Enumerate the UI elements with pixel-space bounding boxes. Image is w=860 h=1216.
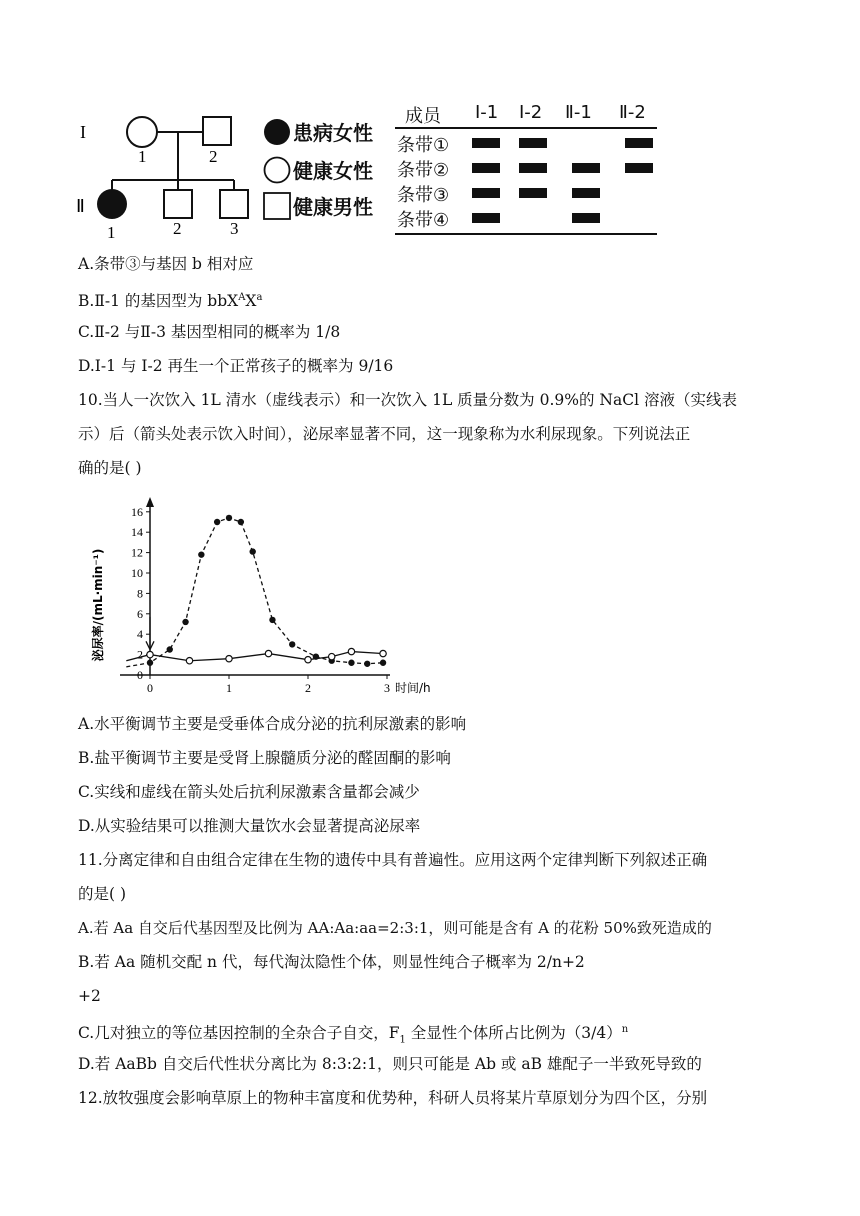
y-tick-label: 8 [137,586,143,601]
q10-stem-line-3: 确的是( ) [78,459,142,477]
legend-healthy-male-icon [262,191,292,221]
q9-option-d: D.I-1 与 I-2 再生一个正常孩子的概率为 9/16 [78,357,394,375]
q11-stem-line-1: 11.分离定律和自由组合定律在生物的遗传中具有普遍性。应用这两个定律判断下列叙述正确 [78,851,708,869]
pedigree-ii3-healthy-male [220,190,248,218]
q11-option-d: D.若 AaBb 自交后代性状分离比为 8:3:2:1，则只可能是 Ab 或 aB 雄配子一半致死导致的 [78,1055,702,1073]
saline-data-point [348,648,354,654]
q9-option-a: A.条带③与基因 b 相对应 [78,255,254,273]
y-tick-label: 6 [137,606,143,621]
saline-series-line [126,652,383,661]
band-3-i2 [519,188,547,198]
saline-data-point [329,653,335,659]
band-3-ii1 [572,188,600,198]
q9-option-c: C.Ⅱ-2 与Ⅱ-3 基因型相同的概率为 1/8 [78,323,341,341]
legend-healthy-female-label: 健康女性 [293,159,373,183]
q11-option-b: B.若 Aa 随机交配 n 代，每代淘汰隐性个体，则显性纯合子概率为 2/n+2 [78,953,585,971]
y-tick-label: 0 [137,668,143,682]
water-data-point [226,515,232,521]
y-axis-label: 泌尿率/(mL·min⁻¹) [91,548,105,662]
q12-stem-line-1: 12.放牧强度会影响草原上的物种丰富度和优势种，科研人员将某片草原划分为四个区，分别 [78,1089,708,1107]
saline-data-point [186,658,192,664]
band-row-label-2: 条带② [397,160,450,181]
saline-data-point [380,650,386,656]
generation-2-label: Ⅱ [76,196,85,216]
y-axis-arrowhead [146,497,154,507]
band-table-member-ii1: Ⅱ-1 [565,102,592,123]
q11-stem-line-2: 的是( ) [78,885,127,903]
legend-healthy-female-icon [262,155,292,185]
band-table-member-i2: Ⅰ-2 [519,102,543,123]
band-row-label-4: 条带④ [397,210,450,231]
band-1-i1 [472,138,500,148]
water-series-line [126,518,383,667]
band-2-i1 [472,163,500,173]
q10-option-d: D.从实验结果可以推测大量饮水会显著提高泌尿率 [78,817,421,835]
q10-stem-line-2: 示）后（箭头处表示饮入时间），泌尿率显著不同，这一现象称为水利尿现象。下列说法正 [78,425,691,443]
q10-option-c: C.实线和虚线在箭头处后抗利尿激素含量都会减少 [78,783,420,801]
band-2-ii1 [572,163,600,173]
q11-option-c: C.几对独立的等位基因控制的全杂合子自交，$F_1$ 全显性个体所占比例为$(3/4)^n$ [78,1024,629,1046]
band-table [395,100,660,240]
water-data-point [364,661,370,667]
saline-data-point [226,655,232,661]
band-table-bottom-rule [395,233,657,235]
q11-option-a: A.若 Aa 自交后代基因型及比例为 AA:Aa:aa=2:3:1，则可能是含有 A 的花粉 50%致死造成的 [78,919,712,937]
legend-affected-female-label: 患病女性 [293,121,373,145]
y-tick-label: 16 [131,504,143,519]
pedigree-number-i1: 1 [138,147,147,166]
band-table-member-i1: Ⅰ-1 [475,102,499,123]
pedigree-i2-healthy-male [203,117,231,145]
band-table-header-rule [395,127,657,129]
water-data-point [289,641,295,647]
x-tick-label: 3 [384,681,390,695]
pedigree-number-ii1: 1 [107,223,116,242]
saline-data-point [147,651,153,657]
water-data-point [348,660,354,666]
q9-option-b: B.Ⅱ-1 的基因型为 $bbX^AX^a$ [78,292,263,311]
legend-affected-female-icon [262,117,292,147]
water-data-point [147,660,153,666]
y-tick-label: 10 [131,566,143,580]
q11-option-b-extra: +2 [78,987,101,1005]
x-tick-label: 0 [147,681,153,695]
x-tick-label: 2 [305,681,311,695]
water-data-point [182,619,188,625]
water-data-point [238,519,244,525]
band-4-i1 [472,213,500,223]
pedigree-ii2-healthy-male [164,190,192,218]
pedigree-number-ii2: 2 [173,219,182,238]
band-2-ii2 [625,163,653,173]
water-data-point [167,646,173,652]
band-1-ii2 [625,138,653,148]
water-data-point [214,519,220,525]
water-data-point [198,551,204,557]
y-tick-label: 2 [137,647,143,662]
pedigree-number-ii3: 3 [230,219,239,238]
pedigree-chart [70,100,290,245]
band-row-label-1: 条带① [397,135,450,156]
y-tick-label: 4 [137,627,143,642]
pedigree-ii1-affected-female [97,189,127,219]
band-table-header: 成员 [405,106,441,127]
urine-rate-chart [80,495,440,705]
q10-option-b: B.盐平衡调节主要是受肾上腺髓质分泌的醛固酮的影响 [78,749,451,767]
water-data-point [269,617,275,623]
water-data-point [380,660,386,666]
x-tick-label: 1 [226,681,232,695]
legend-healthy-male-label: 健康男性 [293,195,373,219]
q10-stem-line-1: 10.当人一次饮入 1L 清水（虚线表示）和一次饮入 1L 质量分数为 0.9%的 NaCl 溶液（实线表 [78,391,737,409]
pedigree-i1-healthy-female [127,117,157,147]
band-row-label-3: 条带③ [397,185,450,206]
y-tick-label: 12 [131,545,143,560]
y-tick-label: 14 [131,525,143,540]
band-4-ii1 [572,213,600,223]
band-3-i1 [472,188,500,198]
q10-option-a: A.水平衡调节主要是受垂体合成分泌的抗利尿激素的影响 [78,715,467,733]
band-1-i2 [519,138,547,148]
x-axis-label: 时间/h [395,681,431,695]
band-table-member-ii2: Ⅱ-2 [619,102,646,123]
generation-1-label: I [80,122,86,142]
pedigree-number-i2: 2 [209,147,218,166]
band-2-i2 [519,163,547,173]
saline-data-point [265,650,271,656]
saline-data-point [305,657,311,663]
water-data-point [250,548,256,554]
